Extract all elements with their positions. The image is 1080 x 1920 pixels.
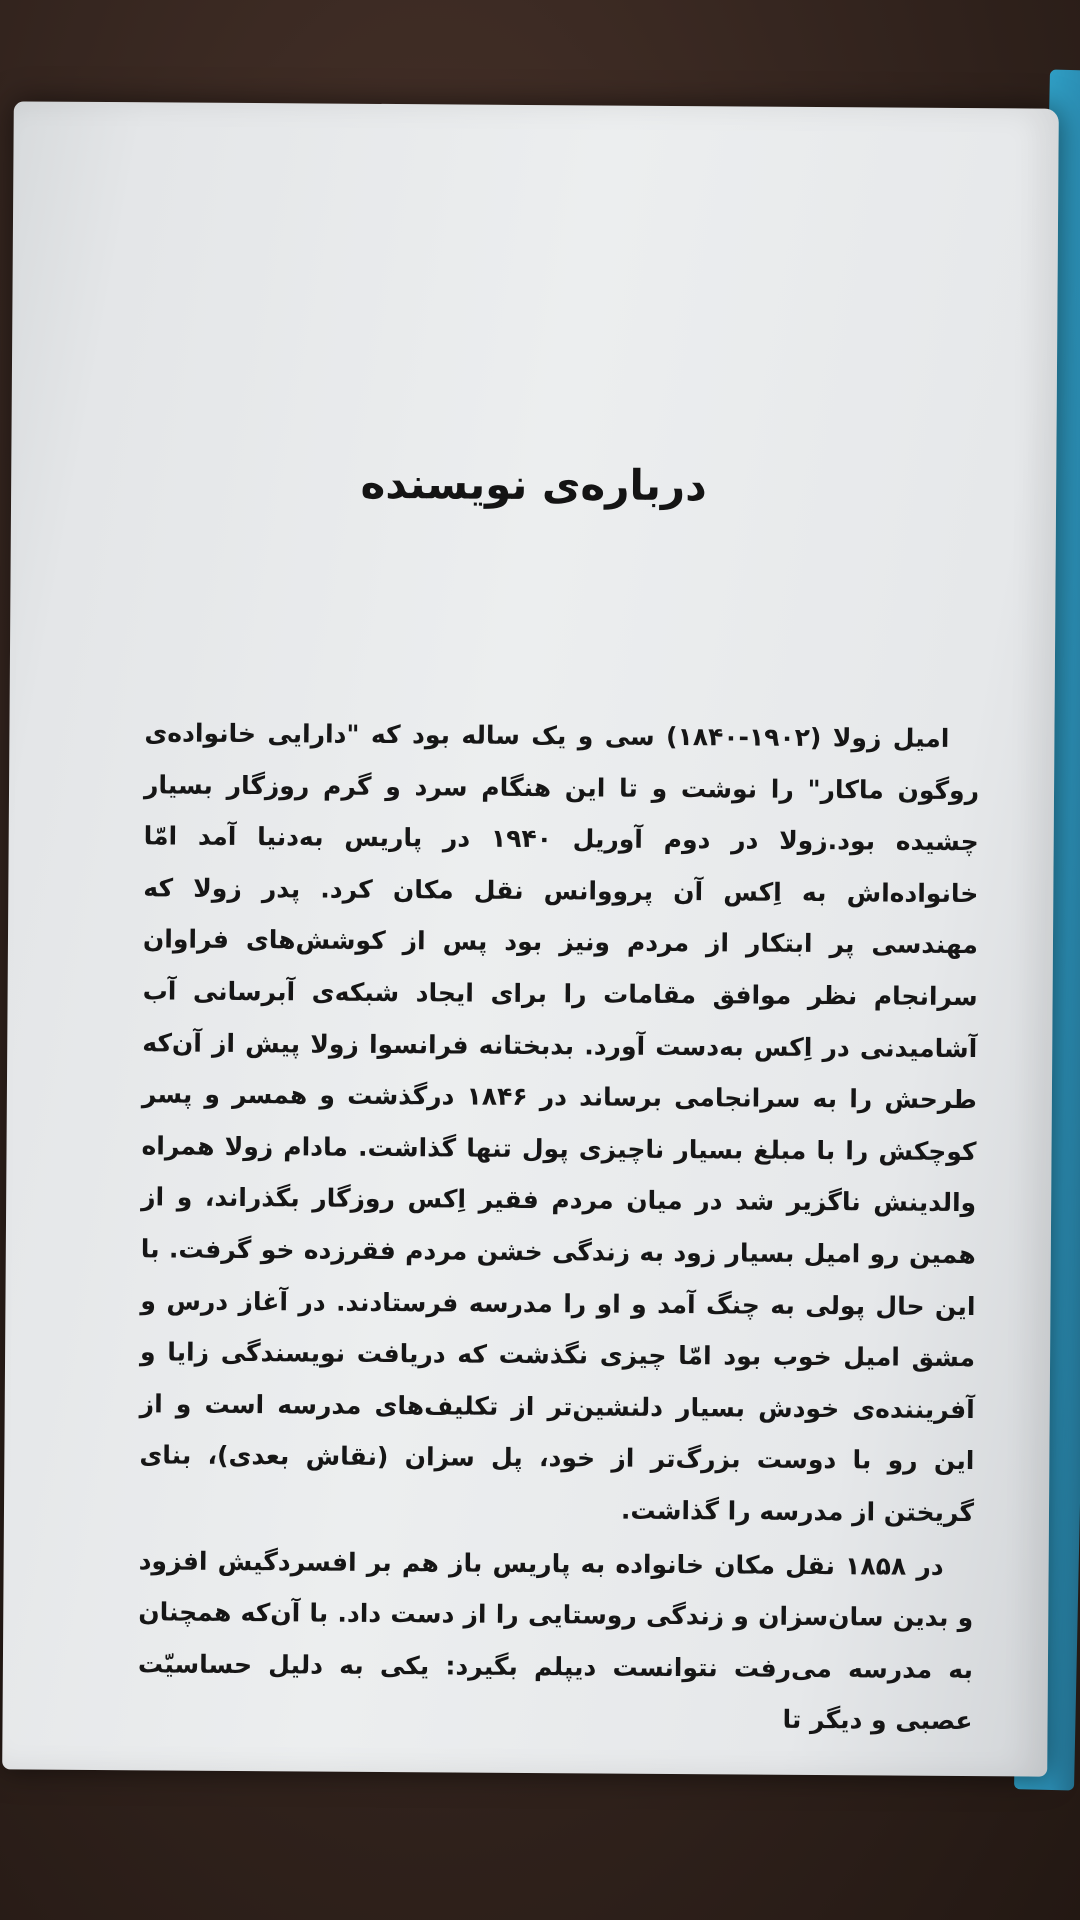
page-title: درباره‌ی نویسنده: [360, 458, 707, 511]
book-page: [2, 101, 1059, 1776]
page-body: [137, 707, 979, 1747]
paragraph-2: در ۱۸۵۸ نقل مکان خانواده به پاریس باز هم بر افسردگیش افزود و بدین سان‌سزان و زندگی روستایی را از دست داد. با آن‌که همچنان به مدرسه می‌رفت نتوانست دیپلم بگیرد: یکی به دلیل حساسیّت عصبی و دیگر تا: [137, 1545, 974, 1736]
paragraph-1: امیل زولا (۱۹۰۲-۱۸۴۰) سی و یک ساله بود که "دارایی خانواده‌ی روگون ماکار" را نوشت و تا این هنگام سرد و گرم روزگار بسیار چشیده بود.زولا در دوم آوریل ۱۹۴۰ در پاریس به‌دنیا آمد امّا خانواده‌اش به اِکس آن پرووانس نقل مکان کرد. پدر زولا که مهندسی پر ابتکار از مردم ونیز بود پس از کوشش‌های فراوان سرانجام نظر موافق مقامات را برای ایجاد شبکه‌ی آبرسانی آب آشامیدنی در اِکس به‌دست آورد. بدبختانه فرانسوا زولا پیش از آن‌که طرحش را به سرانجامی برساند در ۱۸۴۶ درگذشت و همسر و پسر کوچکش را با مبلغ بسیار ناچیزی پول تنها گذاشت. مادام زولا همراه والدینش ناگزیر شد در میان مردم فقیر اِکس روزگار بگذراند، و از همین رو امیل بسیار زود به زندگی خشن مردم فقرزده خو گرفت. با این حال پولی به چنگ آمد و او را مدرسه فرستادند. در آغاز درس و مشق امیل خوب بود امّا چیزی نگذشت که دریافت نویسندگی زایا و آفریننده‌ی خودش بسیار دلنشین‌تر از تکلیف‌های مدرسه است و از این رو با دوست بزرگ‌تر از خود، پل سزان (نقاش بعدی)، بنای گریختن از مدرسه را گذاشت.: [139, 718, 980, 1528]
